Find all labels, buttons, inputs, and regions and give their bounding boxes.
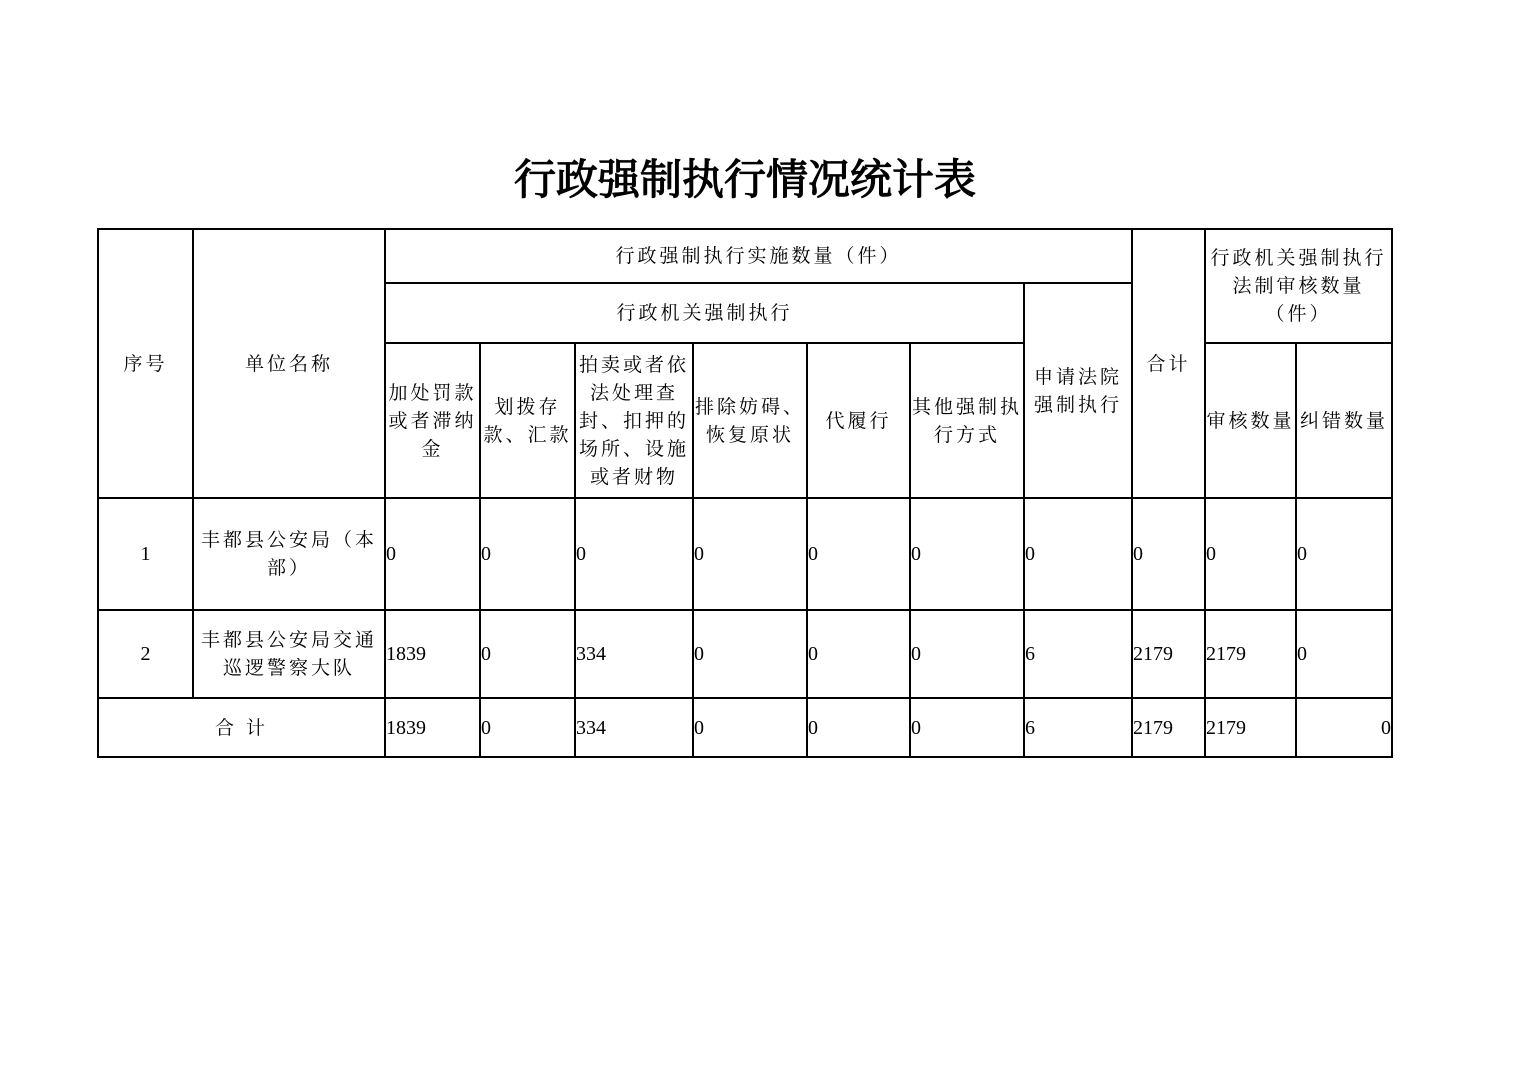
page-title: 行政强制执行情况统计表 (513, 155, 976, 204)
row-transfer: 0 (480, 610, 575, 698)
header-group-main: 行政强制执行实施数量（件） (385, 229, 1132, 283)
row-transfer: 0 (480, 498, 575, 610)
header-transfer: 划拨存款、汇款 (480, 343, 575, 498)
row-auction: 0 (575, 498, 693, 610)
row-remove: 0 (693, 610, 807, 698)
table-row (98, 498, 1392, 610)
header-total: 合计 (1132, 229, 1205, 498)
table-row (98, 610, 1392, 698)
total-auction: 334 (575, 698, 693, 757)
row-total: 2179 (1132, 610, 1205, 698)
total-label: 合 计 (98, 698, 385, 757)
row-unit: 丰都县公安局（本部） (193, 498, 385, 610)
total-row (98, 698, 1392, 757)
header-group-admin: 行政机关强制执行 (385, 283, 1024, 343)
total-transfer: 0 (480, 698, 575, 757)
row-court: 6 (1024, 610, 1132, 698)
row-auction: 334 (575, 610, 693, 698)
header-unit: 单位名称 (193, 229, 385, 498)
row-review: 2179 (1205, 610, 1296, 698)
total-review: 2179 (1205, 698, 1296, 757)
row-other: 0 (910, 498, 1024, 610)
statistics-table (97, 228, 1393, 758)
total-total: 2179 (1132, 698, 1205, 757)
total-correct: 0 (1296, 698, 1392, 757)
row-substitute: 0 (807, 498, 910, 610)
row-fine: 1839 (385, 610, 480, 698)
header-remove: 排除妨碍、恢复原状 (693, 343, 807, 498)
row-seq: 2 (98, 610, 193, 698)
header-seq: 序号 (98, 229, 193, 498)
total-substitute: 0 (807, 698, 910, 757)
header-row-1 (98, 229, 1392, 283)
row-substitute: 0 (807, 610, 910, 698)
header-substitute: 代履行 (807, 343, 910, 498)
row-seq: 1 (98, 498, 193, 610)
row-correct: 0 (1296, 498, 1392, 610)
total-other: 0 (910, 698, 1024, 757)
row-other: 0 (910, 610, 1024, 698)
row-unit: 丰都县公安局交通巡逻警察大队 (193, 610, 385, 698)
header-fine: 加处罚款或者滞纳金 (385, 343, 480, 498)
row-review: 0 (1205, 498, 1296, 610)
header-review: 审核数量 (1205, 343, 1296, 498)
header-correct: 纠错数量 (1296, 343, 1392, 498)
header-auction: 拍卖或者依法处理查封、扣押的场所、设施或者财物 (575, 343, 693, 498)
row-correct: 0 (1296, 610, 1392, 698)
total-remove: 0 (693, 698, 807, 757)
row-remove: 0 (693, 498, 807, 610)
total-fine: 1839 (385, 698, 480, 757)
header-court: 申请法院强制执行 (1024, 283, 1132, 498)
header-other: 其他强制执行方式 (910, 343, 1024, 498)
row-total: 0 (1132, 498, 1205, 610)
total-court: 6 (1024, 698, 1132, 757)
row-court: 0 (1024, 498, 1132, 610)
row-fine: 0 (385, 498, 480, 610)
header-group-review: 行政机关强制执行法制审核数量（件） (1205, 229, 1392, 343)
